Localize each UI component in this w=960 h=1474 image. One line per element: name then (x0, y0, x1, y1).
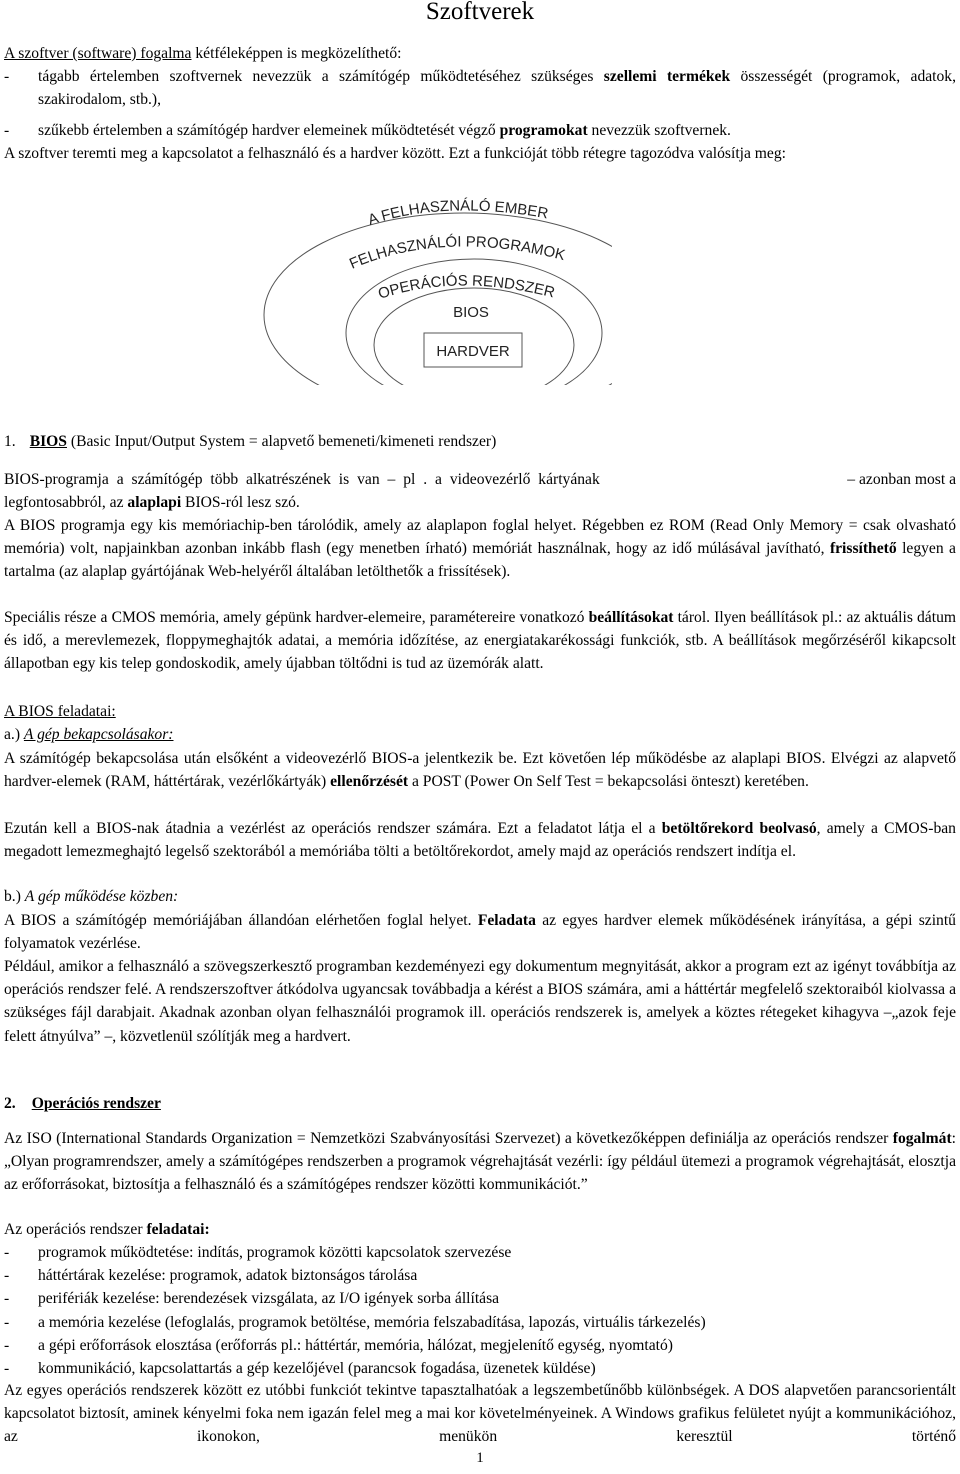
section-os-heading: 2. Operációs rendszer (4, 1095, 161, 1112)
layer-label-bios: BIOS (453, 304, 489, 321)
bios-task-a-p1: A számítógép bekapcsolása után elsőként a videovezérlő BIOS-a jelentkezik be. Ezt követően lép működésbe az alaplapi BIOS. Elvégzi az alapvető hardver-elemek (RAM, háttértárak, vezérlőkártyák) ellenőrzését a POST (Power On Self Test = bekapcsolási önteszt) keretében. (4, 750, 956, 791)
intro-after: A szoftver teremti meg a kapcsolatot a felhasználó és a hardver között. Ezt a funkcióját több rétegre tagozódva valósítja meg: (4, 145, 786, 162)
os-p2: Az egyes operációs rendszerek között ez utóbbi funkciót tekintve tapasztalhatóak a legszembetűnőbb különbségek. A DOS alapvetően parancsorientált kapcsolatot biztosít, aminek kényelmi foka nem igazán felel meg a mai kor követelményeinek. A Windows grafikus felületet nyújt a kommunikációhoz, az ikonokon, menükön keresztül történő (4, 1382, 956, 1446)
layer-label-os: OPERÁCIÓS RENDSZER (376, 272, 557, 303)
bios-task-a-title: a.) A gép bekapcsolásakor: (4, 726, 174, 743)
list-item: - kommunikáció, kapcsolattartás a gép kezelőjével (parancsok fogadása, üzenetek küldése) (4, 1360, 596, 1378)
list-item: - háttértárak kezelése: programok, adatok biztonságos tárolása (4, 1267, 418, 1285)
intro-lead: A szoftver (software) fogalma kétféleképpen is megközelíthető: (4, 45, 402, 62)
bios-task-b-p1: A BIOS a számítógép memóriájában állandóan elérhetően foglal helyet. Feladata az egyes hardver elemek működésének irányítása, a gépi szintű folyamatok vezérlése. (4, 912, 956, 953)
layer-label-user: A FELHASZNÁLÓ EMBER (365, 197, 550, 229)
intro-item-narrow: - szűkebb értelemben a számítógép hardver elemeinek működtetését végző programokat nevezzük szoftvernek. (4, 122, 731, 139)
layer-label-apps: FELHASZNÁLÓI PROGRAMOK (346, 233, 567, 273)
os-task-list (4, 1241, 956, 1380)
layer-diagram (252, 195, 612, 385)
intro-item-broad: - tágabb értelemben szoftvernek nevezzük a számítógép működtetéséhez szükséges szellemi termékek összességét (programok, adatok, szakirodalom, stb.), (4, 68, 956, 109)
section-bios-heading: 1. BIOS (Basic Input/Output System = alapvető bemeneti/kimeneti rendszer) (4, 433, 497, 450)
bios-task-b-p2: Például, amikor a felhasználó a szövegszerkesztő programban kezdeményezi egy dokumentum megnyitását, akkor a program ezt az igényt továbbítja az operációs rendszer felé. A rendszerszoftver átkódolva ugyancsak továbbadja a kérést a BIOS számára, ami a háttértár megfelelő szektoraiból kiolvassa a szükséges fájl darabjait. Akadnak azonban olyan felhasználói programok ill. operációs rendszerek is, amelyek a köztes rétegeket kihagyva –„azok feje felett átnyúlva” –, közvetlenül szólítják meg a hardvert. (4, 958, 956, 1045)
layer-diagram-svg (252, 195, 612, 385)
bios-p1-line2: legfontosabbról, az alaplapi BIOS-ról lesz szó. (4, 494, 300, 511)
os-p1: Az ISO (International Standards Organization = Nemzetközi Szabványosítási Szervezet) a következőképpen definiálja az operációs rendszer fogalmát: „Olyan programrendszer, amely a számítógépes rendszerben a programok végrehajtását vezérli: így például ütemezi a programok végrehajtását, elosztja az erőforrásokat, biztosítja a felhasználó és a számítógépes rendszer közötti kommunikációt.” (4, 1130, 956, 1194)
os-heading-title: Operációs rendszer (31, 1095, 161, 1112)
list-item: - a gépi erőforrások elosztása (erőforrás pl.: háttértár, memória, hálózat, megjelenítő egység, nyomtató) (4, 1336, 674, 1354)
bios-p2: A BIOS programja egy kis memóriachip-ben tárolódik, amely az alaplapon foglal helyet. Régebben ez ROM (Read Only Memory = csak olvasható memória) volt, napjainkban azonban inkább flash (egy menetben írható) memóriát használnak, hogy az idő múlásával javítható, frissíthető legyen a tartalma (az alaplap gyártójának Web-helyéről általában letölthetők a frissítések). (4, 517, 956, 581)
software-definition-link: A szoftver (software) fogalma (4, 45, 192, 62)
bios-p3: Speciális része a CMOS memória, amely gépünk hardver-elemeire, paramétereire vonatkozó beállításokat tárol. Ilyen beállítások pl.: az aktuális dátum és idő, a merevlemezek, floppymeghajtók adatai, a memória időzítése, az energiatakarékossági funkciók, stb. A beállítások megőrzéséről kikapcsolt állapotban egy kis telep gondoskodik, amely újabban töltődni is tud az üzemórák alatt. (4, 609, 956, 673)
bios-heading-title: BIOS (29, 433, 67, 450)
bios-task-a-p2: Ezután kell a BIOS-nak átadnia a vezérlést az operációs rendszer számára. Ezt a feladatot látja el a betöltőrekord beolvasó, amely a CMOS-ban megadott lemezmeghajtó legelső szektorából a memóriába tölti a betöltőrekordot, amely majd az operációs rendszert indítja el. (4, 820, 956, 861)
bios-p1-line1: BIOS-programja a számítógép több alkatrészének is van – pl . a videovezérlő kártyának – azonban most a (4, 471, 956, 488)
page-number: 1 (476, 1450, 484, 1466)
layer-label-hardware: HARDVER (436, 343, 510, 360)
list-item: - programok működtetése: indítás, programok közötti kapcsolatok szervezése (4, 1244, 512, 1261)
os-tasks-heading: Az operációs rendszer feladatai: (4, 1221, 210, 1238)
bios-tasks-heading: A BIOS feladatai: (4, 703, 116, 720)
page-title: Szoftverek (425, 0, 535, 25)
bios-task-b-title: b.) A gép működése közben: (4, 888, 179, 905)
list-item: - a memória kezelése (lefoglalás, programok betöltése, memória felszabadítása, lapozás, virtuális tárkezelés) (4, 1313, 706, 1331)
list-item: - perifériák kezelése: berendezések vizsgálata, az I/O igények sorba állítása (4, 1290, 500, 1308)
